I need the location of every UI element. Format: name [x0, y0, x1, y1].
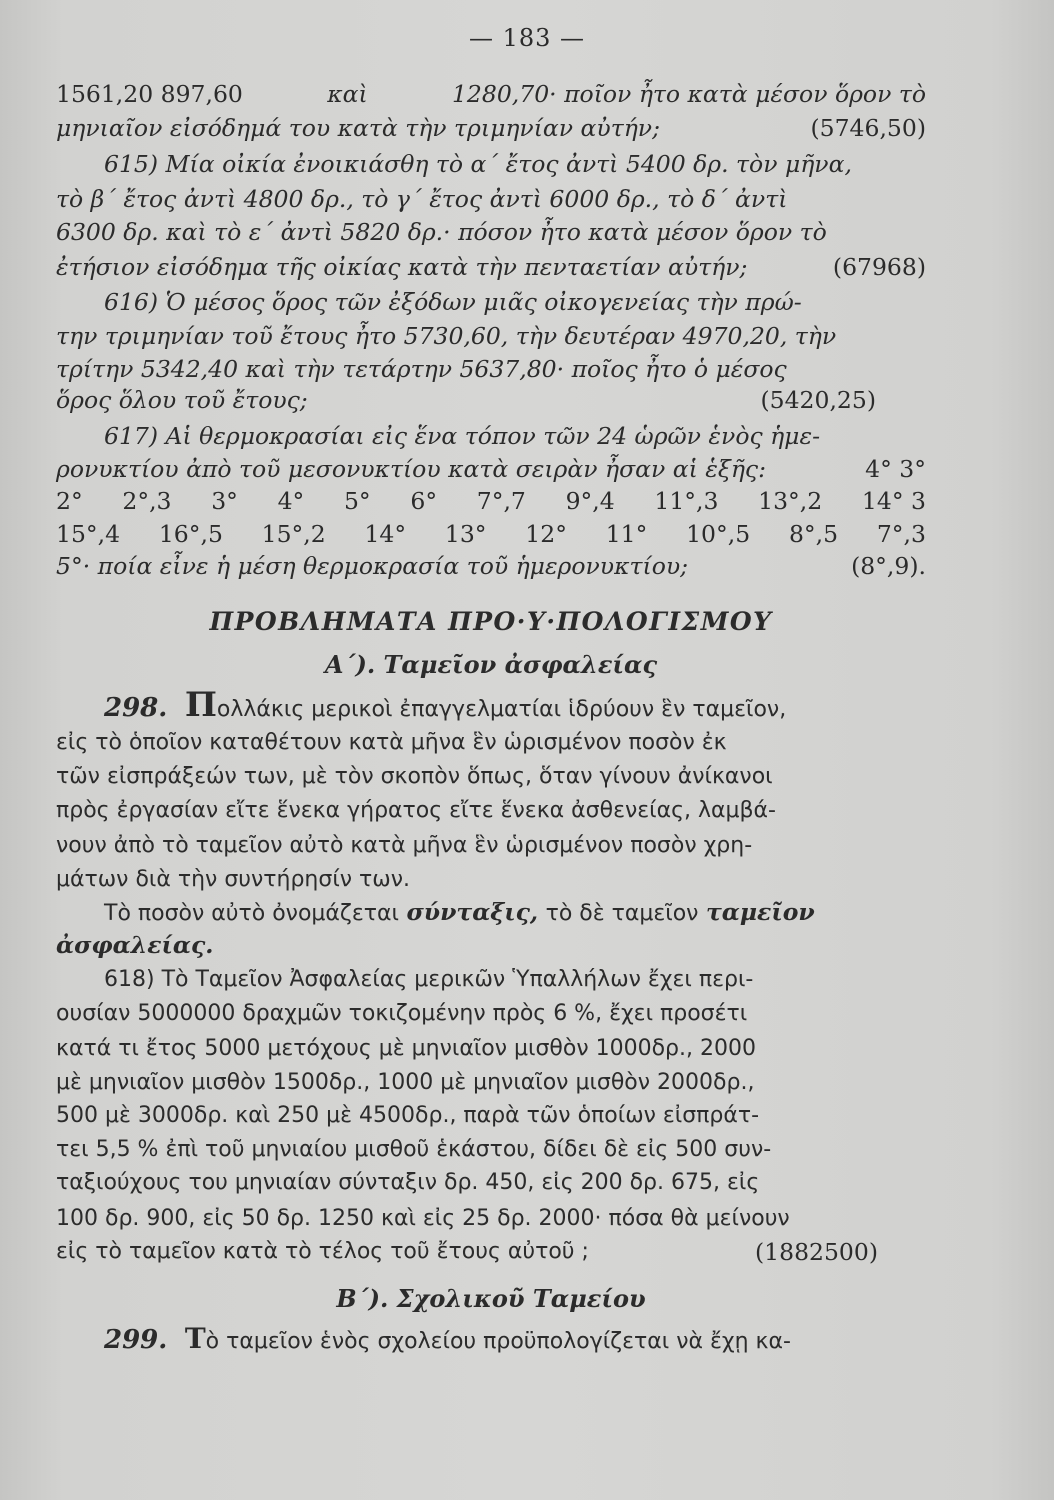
- text-line: πρὸς ἐργασίαν εἴτε ἕνεκα γήρατος εἴτε ἕνεκα ἀσθενείας, λαμβά-: [56, 798, 776, 823]
- answer: (1882500): [755, 1238, 878, 1266]
- answer: (67968): [832, 253, 926, 281]
- paragraph-298-first-line: 298. Πολλάκις μερικοὶ ἐπαγγελματίαι ἱδρύουν ἓν ταμεῖον,: [104, 685, 787, 725]
- term-asfaleias: ἀσφαλείας.: [56, 931, 214, 959]
- text-line: 616) Ὁ μέσος ὅρος τῶν ἐξόδων μιᾶς οἰκογενείας τὴν πρώ-: [104, 288, 802, 316]
- subsection-title-a: Α΄). Ταμεῖον ἀσφαλείας: [324, 650, 658, 679]
- text-line: 6300 δρ. καὶ τὸ ε΄ ἀντὶ 5820 δρ.· πόσον ἦτο κατὰ μέσον ὅρον τὸ: [56, 218, 827, 246]
- paragraph-number: 298.: [104, 693, 168, 723]
- term-tameion: ταμεῖον: [705, 898, 815, 926]
- answer: (5746,50): [810, 114, 926, 142]
- drop-cap: Τ: [184, 1322, 206, 1355]
- temperature-row: 2° 2°,3 3° 4° 5° 6° 7°,7 9°,4 11°,3 13°,2 14° 3: [56, 487, 926, 515]
- temperature-row: 15°,4 16°,5 15°,2 14° 13° 12° 11° 10°,5 8°,5 7°,3: [56, 520, 926, 548]
- text-line: ἐτήσιον εἰσόδημα τῆς οἰκίας κατὰ τὴν πενταετίαν αὐτήν; (67968): [56, 253, 926, 281]
- text-line: ὅρος ὅλου τοῦ ἔτους; (5420,25): [56, 386, 876, 414]
- text-line: μηνιαῖον εἰσόδημά του κατὰ τὴν τριμηνίαν αὐτήν; (5746,50): [56, 114, 926, 142]
- text-line: ουσίαν 5000000 δραχμῶν τοκιζομένην πρὸς 6 %, ἔχει προσέτι: [56, 1001, 748, 1026]
- text-line: τὸ β΄ ἔτος ἀντὶ 4800 δρ., τὸ γ΄ ἔτος ἀντὶ 6000 δρ., τὸ δ΄ ἀντὶ: [56, 185, 788, 213]
- text-line: τῶν εἰσπράξεών των, μὲ τὸν σκοπὸν ὅπως, ὅταν γίνουν ἀνίκανοι: [56, 764, 773, 789]
- text-line: 500 μὲ 3000δρ. καὶ 250 μὲ 4500δρ., παρὰ τῶν ὁποίων εἰσπράτ-: [56, 1103, 760, 1128]
- definition-line: Τὸ ποσὸν αὐτὸ ὀνομάζεται σύνταξις, τὸ δὲ ταμεῖον ταμεῖον: [104, 898, 815, 926]
- text-line: την τριμηνίαν τοῦ ἔτους ἦτο 5730,60, τὴν δευτέραν 4970,20, τὴν: [56, 322, 837, 350]
- text-line: 100 δρ. 900, εἰς 50 δρ. 1250 καὶ εἰς 25 δρ. 2000· πόσα θὰ μείνουν: [56, 1206, 790, 1231]
- text-line: νουν ἀπὸ τὸ ταμεῖον αὐτὸ κατὰ μῆνα ἓν ὡρισμένον ποσὸν χρη-: [56, 833, 753, 858]
- text-line: 5°· ποία εἶνε ἡ μέση θερμοκρασία τοῦ ἡμερονυκτίου; (8°,9).: [56, 552, 926, 580]
- page-number: — 183 —: [468, 24, 586, 52]
- text-line: τει 5,5 % ἐπὶ τοῦ μηνιαίου μισθοῦ ἑκάστου, δίδει δὲ εἰς 500 συν-: [56, 1137, 772, 1162]
- paragraph-number: 299.: [104, 1325, 168, 1355]
- text-line: μάτων διὰ τὴν συντήρησίν των.: [56, 867, 410, 892]
- text-line: μὲ μηνιαῖον μισθὸν 1500δρ., 1000 μὲ μηνιαῖον μισθὸν 2000δρ.,: [56, 1070, 755, 1095]
- text-line: ρονυκτίου ἀπὸ τοῦ μεσονυκτίου κατὰ σειρὰν ἦσαν αἱ ἑξῆς: 4° 3°: [56, 455, 926, 483]
- text-line: κατά τι ἔτος 5000 μετόχους μὲ μηνιαῖον μισθὸν 1000δρ., 2000: [56, 1036, 756, 1061]
- text-line: τρίτην 5342,40 καὶ τὴν τετάρτην 5637,80· ποῖος ἦτο ὁ μέσος: [56, 355, 787, 383]
- paragraph-299-first-line: 299. Τὸ ταμεῖον ἑνὸς σχολείου προϋπολογίζεται νὰ ἔχῃ κα-: [104, 1322, 791, 1355]
- section-title: ΠΡΟΒΛΗΜΑΤΑ ΠΡΟ·Υ·ΠΟΛΟΓΙΣΜΟΥ: [209, 607, 773, 636]
- drop-cap: Π: [184, 685, 217, 725]
- text-line: 618) Τὸ Ταμεῖον Ἀσφαλείας μερικῶν Ὑπαλλήλων ἔχει περι-: [104, 967, 754, 992]
- term-syntaxis: σύνταξις,: [406, 898, 539, 926]
- text-line: ταξιούχους του μηνιαίαν σύνταξιν δρ. 450, εἰς 200 δρ. 675, εἰς: [56, 1170, 760, 1195]
- answer: (5420,25): [760, 386, 876, 414]
- text-line: 1561,20 897,60 καὶ 1280,70· ποῖον ἦτο κατὰ μέσον ὅρον τὸ: [56, 80, 926, 108]
- text-line: εἰς τὸ ταμεῖον κατὰ τὸ τέλος τοῦ ἔτους αὐτοῦ ; (1882500): [56, 1238, 878, 1266]
- answer: (8°,9).: [851, 552, 926, 580]
- subsection-title-b: Β΄). Σχολικοῦ Ταμείου: [336, 1284, 646, 1313]
- text-line: εἰς τὸ ὁποῖον καταθέτουν κατὰ μῆνα ἓν ὡρισμένον ποσὸν ἐκ: [56, 730, 727, 755]
- text-line: 615) Μία οἰκία ἐνοικιάσθη τὸ α΄ ἔτος ἀντὶ 5400 δρ. τὸν μῆνα,: [104, 150, 852, 178]
- text-line: 617) Αἱ θερμοκρασίαι εἰς ἕνα τόπον τῶν 24 ὡρῶν ἑνὸς ἡμε-: [104, 422, 821, 450]
